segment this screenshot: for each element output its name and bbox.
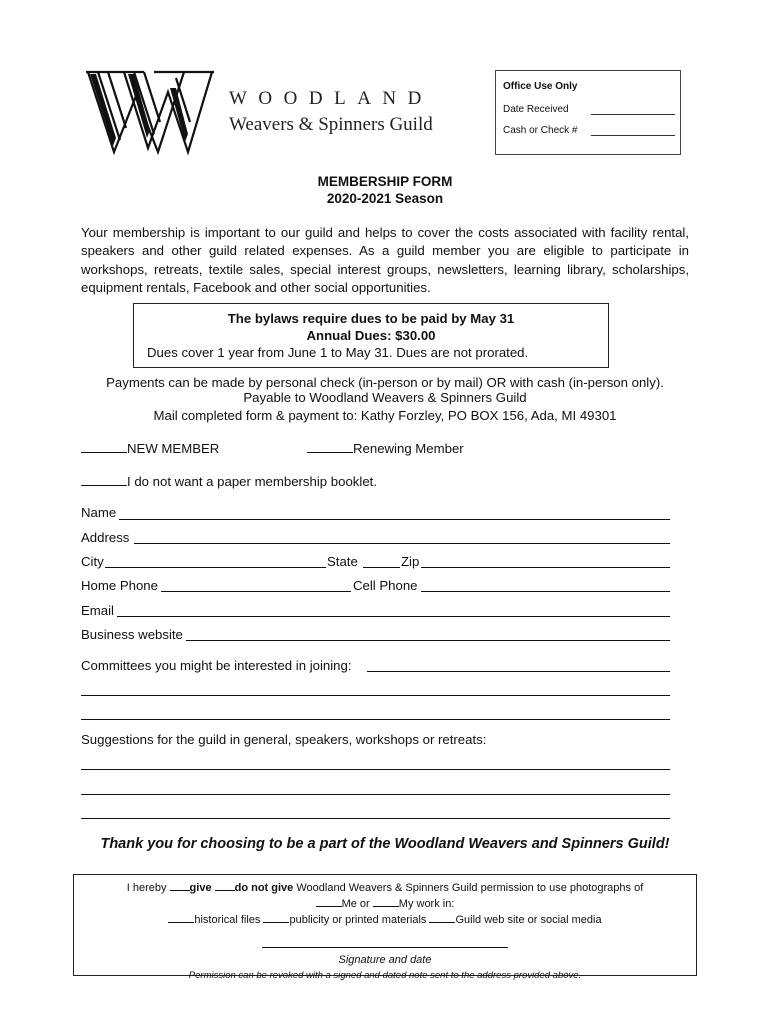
- office-use-box: [495, 70, 681, 155]
- address-field[interactable]: [134, 543, 670, 544]
- home-phone-field[interactable]: [161, 591, 351, 592]
- email-label: Email: [81, 603, 114, 618]
- renewing-member-option[interactable]: [307, 440, 464, 456]
- give-blank[interactable]: [170, 880, 190, 891]
- me-blank[interactable]: [316, 896, 342, 907]
- signature-label: Signature and date: [338, 954, 432, 966]
- address-label: Address: [81, 530, 130, 545]
- date-received-line[interactable]: [591, 114, 675, 115]
- zip-label: Zip: [401, 554, 420, 569]
- payment-payable: Payable to Woodland Weavers & Spinners Guild: [243, 390, 527, 405]
- committees-label: Committees you might be interested in joining:: [81, 658, 352, 673]
- email-field[interactable]: [117, 616, 670, 617]
- intro-paragraph: Your membership is important to our guild and helps to cover the costs associated with facility rental, speakers and other guild related expenses. As a guild member you are eligible to participate in workshops, retreats, textile sales, special interest groups, newsletters, learning library, scholarships, equipment rentals, Facebook and other social opportunities.: [81, 225, 689, 295]
- thank-you-message: Thank you for choosing to be a part of the Woodland Weavers and Spinners Guild!: [100, 836, 670, 852]
- state-label: State: [327, 554, 358, 569]
- dues-box: [133, 303, 609, 368]
- dues-coverage: Dues cover 1 year from June 1 to May 31. Dues are not prorated.: [147, 345, 529, 360]
- renewing-member-blank[interactable]: [307, 440, 353, 453]
- permission-line-3: [74, 912, 696, 928]
- office-use-title: Office Use Only: [503, 81, 578, 92]
- booklet-label: I do not want a paper membership booklet.: [127, 474, 377, 489]
- new-member-blank[interactable]: [81, 440, 127, 453]
- not-give-text: do not give: [234, 882, 294, 894]
- date-received-label: Date Received: [503, 104, 569, 115]
- work-blank[interactable]: [373, 896, 399, 907]
- committees-field-3[interactable]: [81, 719, 670, 720]
- zip-field[interactable]: [421, 567, 670, 568]
- cash-check-label: Cash or Check #: [503, 125, 578, 136]
- new-member-label: NEW MEMBER: [127, 441, 220, 456]
- suggestions-field-3[interactable]: [81, 818, 670, 819]
- permission-line-1: [74, 880, 696, 896]
- hereby-text: I hereby: [126, 882, 167, 894]
- suggestions-label: Suggestions for the guild in general, speakers, workshops or retreats:: [81, 732, 487, 747]
- not-give-blank[interactable]: [215, 880, 235, 891]
- historical-blank[interactable]: [168, 912, 194, 923]
- payment-methods: Payments can be made by personal check (in-person or by mail) OR with cash (in-person only).: [106, 375, 664, 390]
- dues-amount: Annual Dues: $30.00: [306, 328, 436, 343]
- suggestions-field-2[interactable]: [81, 794, 670, 795]
- city-field[interactable]: [105, 567, 326, 568]
- name-field[interactable]: [119, 519, 670, 520]
- work-text: My work in:: [398, 898, 455, 910]
- revoke-note: Permission can be revoked with a signed and dated note sent to the address provided above.: [188, 970, 582, 981]
- renewing-member-label: Renewing Member: [353, 441, 464, 456]
- logo-title: WOODLAND: [229, 88, 433, 109]
- website-label: Business website: [81, 627, 183, 642]
- website-text: Guild web site or social media: [455, 914, 602, 926]
- cash-check-line[interactable]: [591, 135, 675, 136]
- payment-mailing: Mail completed form & payment to: Kathy Forzley, PO BOX 156, Ada, MI 49301: [153, 408, 617, 423]
- cell-phone-label: Cell Phone: [353, 578, 418, 593]
- website-field[interactable]: [186, 640, 670, 641]
- form-season: 2020-2021 Season: [326, 191, 444, 206]
- form-title: MEMBERSHIP FORM: [317, 174, 453, 189]
- logo-subtitle: Weavers & Spinners Guild: [229, 114, 433, 135]
- guild-logo-icon: [84, 68, 216, 156]
- suggestions-field-1[interactable]: [81, 769, 670, 770]
- photo-permission-box: [73, 874, 697, 981]
- home-phone-label: Home Phone: [81, 578, 158, 593]
- publicity-text: publicity or printed materials: [289, 914, 427, 926]
- give-text: give: [189, 882, 212, 894]
- booklet-blank[interactable]: [81, 473, 127, 486]
- permission-rest-text: Woodland Weavers & Spinners Guild permission to use photographs of: [296, 882, 644, 894]
- signature-line[interactable]: [262, 941, 508, 948]
- new-member-option[interactable]: [81, 440, 219, 456]
- publicity-blank[interactable]: [263, 912, 289, 923]
- historical-text: historical files: [194, 914, 261, 926]
- permission-line-2: [74, 896, 696, 912]
- city-label: City: [81, 554, 104, 569]
- committees-field[interactable]: [367, 671, 670, 672]
- cell-phone-field[interactable]: [421, 591, 670, 592]
- website-blank[interactable]: [429, 912, 455, 923]
- me-text: Me or: [341, 898, 370, 910]
- dues-bylaws: The bylaws require dues to be paid by May 31: [227, 311, 515, 326]
- booklet-option[interactable]: [81, 473, 377, 489]
- committees-field-2[interactable]: [81, 695, 670, 696]
- state-field[interactable]: [363, 567, 400, 568]
- name-label: Name: [81, 505, 117, 520]
